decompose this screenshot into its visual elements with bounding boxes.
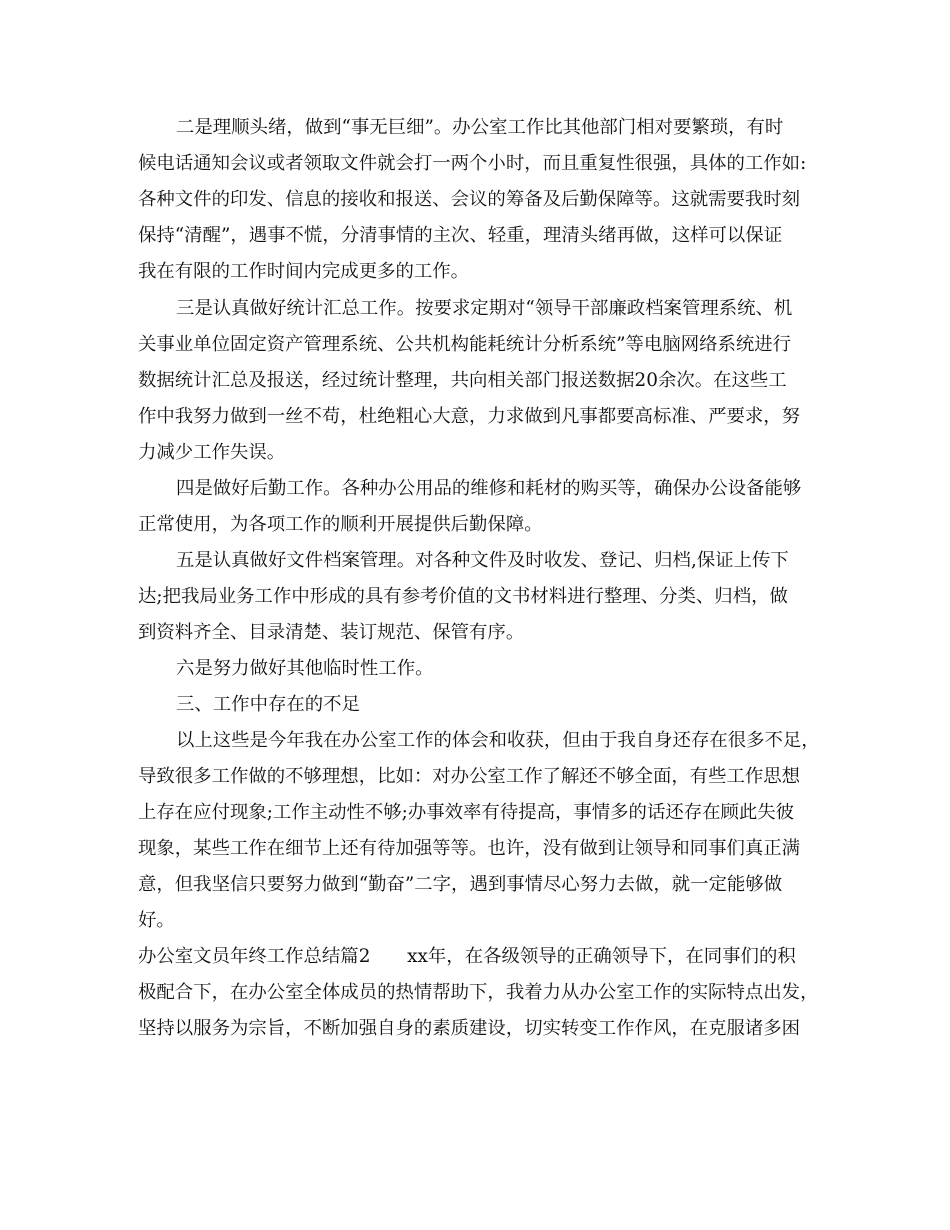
text-line: 极配合下，在办公室全体成员的热情帮助下，我着力从办公室工作的实际特点出发，	[138, 982, 818, 1003]
text-line: 力减少工作失误。	[138, 442, 286, 463]
text-line: 三是认真做好统计汇总工作。按要求定期对“领导干部廉政档案管理系统、机	[176, 298, 793, 319]
text-line: 数据统计汇总及报送，经过统计整理，共向相关部门报送数据20余次。在这些工	[138, 370, 787, 391]
text-line: 到资料齐全、目录清楚、装订规范、保管有序。	[138, 622, 525, 643]
text-line: 上存在应付现象;工作主动性不够;办事效率有待提高，事情多的话还存在顾此失彼	[138, 802, 795, 823]
text-line: 作中我努力做到一丝不苟，杜绝粗心大意，力求做到凡事都要高标准、严要求，努	[138, 406, 801, 427]
text-line: 达;把我局业务工作中形成的具有参考价值的文书材料进行整理、分类、归档，做	[138, 586, 788, 607]
text-line: 坚持以服务为宗旨，不断加强自身的素质建设，切实转变工作作风，在克服诸多困	[138, 1018, 801, 1039]
text-line: 二是理顺头绪，做到“事无巨细”。办公室工作比其他部门相对要繁琐，有时	[176, 117, 784, 138]
text-line: 我在有限的工作时间内完成更多的工作。	[138, 261, 470, 282]
text-line: 现象，某些工作在细节上还有待加强等等。也许，没有做到让领导和同事们真正满	[138, 838, 801, 859]
text-line: 各种文件的印发、信息的接收和报送、会议的筹备及后勤保障等。这就需要我时刻	[138, 189, 801, 210]
text-line: 意，但我坚信只要努力做到“勤奋”二字，遇到事情尽心努力去做，就一定能够做	[138, 874, 783, 895]
text-line: 保持“清醒”，遇事不慌，分清事情的主次、轻重，理清头绪再做，这样可以保证	[138, 225, 783, 246]
text-line: 以上这些是今年我在办公室工作的体会和收获，但由于我自身还存在很多不足，	[176, 730, 820, 751]
section-heading: 三、工作中存在的不足	[176, 694, 360, 715]
text-line: 候电话通知会议或者领取文件就会打一两个小时，而且重复性很强，具体的工作如:	[138, 153, 807, 174]
text-line: 六是努力做好其他临时性工作。	[176, 658, 434, 679]
text-line: 关事业单位固定资产管理系统、公共机构能耗统计分析系统”等电脑网络系统进行	[138, 334, 792, 355]
text-line: 导致很多工作做的不够理想，比如：对办公室工作了解还不够全面，有些工作思想	[138, 766, 801, 787]
text-line: 正常使用，为各项工作的顺利开展提供后勤保障。	[138, 514, 543, 535]
text-line: 五是认真做好文件档案管理。对各种文件及时收发、登记、归档,保证上传下	[176, 550, 789, 571]
text-line: 好。	[138, 910, 175, 931]
text-line: 四是做好后勤工作。各种办公用品的维修和耗材的购买等，确保办公设备能够	[176, 478, 802, 499]
text-line: 办公室文员年终工作总结篇2 xx年，在各级领导的正确领导下，在同事们的积	[138, 946, 796, 967]
